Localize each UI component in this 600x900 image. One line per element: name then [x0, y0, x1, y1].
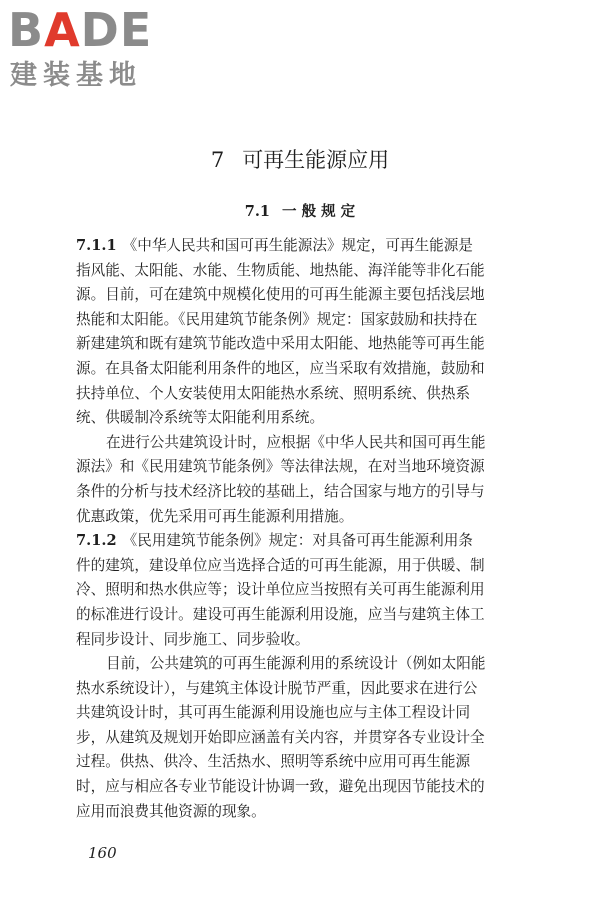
clause-heading-line — [76, 234, 531, 259]
section-title-text: 一 般 规 定 — [282, 203, 356, 220]
clause-number: 7.1.1 — [76, 237, 117, 254]
text-line: 目前，公共建筑的可再生能源利用的系统设计（例如太阳能 — [106, 655, 486, 673]
text-line: 应用而浪费其他资源的现象。 — [76, 802, 266, 820]
logo-wordmark — [8, 4, 152, 56]
chapter-title-text: 可再生能源应用 — [242, 148, 390, 172]
text-line: 的标准进行设计。建设可再生能源利用设施，应当与建筑主体工 — [76, 605, 485, 623]
chapter-title — [0, 146, 600, 174]
section-number: 7.1 — [244, 203, 271, 220]
text-line: 热能和太阳能。《民用建筑节能条例》规定：国家鼓励和扶持在 — [76, 310, 478, 328]
chapter-number: 7 — [210, 148, 225, 172]
body-text — [76, 234, 531, 824]
section-title — [0, 202, 600, 222]
logo-letter-d: D — [80, 3, 120, 57]
text-line: 程同步设计、同步施工、同步验收。 — [76, 630, 310, 648]
text-line: 件的建筑，建设单位应当选择合适的可再生能源，用于供暖、制 — [76, 556, 485, 574]
text-line: 步，从建筑及规划开始即应涵盖有关内容，并贯穿各专业设计全 — [76, 728, 485, 746]
text-line: 《中华人民共和国可再生能源法》规定，可再生能源是 — [122, 237, 473, 254]
text-line: 冷、照明和热水供应等；设计单位应当按照有关可再生能源利用 — [76, 581, 485, 599]
text-line: 优惠政策，优先采用可再生能源利用措施。 — [76, 507, 354, 525]
clause-number: 7.1.2 — [76, 532, 117, 550]
text-line: 新建建筑和既有建筑节能改造中采用太阳能、地热能等可再生能 — [76, 335, 485, 353]
text-line: 《民用建筑节能条例》规定：对具备可再生能源利用条 — [122, 532, 473, 550]
text-line: 指风能、太阳能、水能、生物质能、地热能、海洋能等非化石能 — [76, 261, 485, 279]
text-line: 源法》和《民用建筑节能条例》等法律法规，在对当地环境资源 — [76, 458, 485, 476]
logo — [8, 4, 178, 94]
text-line: 在进行公共建筑设计时，应根据《中华人民共和国可再生能 — [106, 433, 486, 451]
page-number: 160 — [88, 844, 117, 862]
logo-letter-e: E — [119, 3, 153, 57]
text-line: 源。目前，可在建筑中规模化使用的可再生能源主要包括浅层地 — [76, 286, 485, 304]
text-line: 源。在具备太阳能利用条件的地区，应当采取有效措施，鼓励和 — [76, 359, 485, 377]
text-line: 扶持单位、个人安装使用太阳能热水系统、照明系统、供热系 — [76, 384, 471, 402]
text-line: 条件的分析与技术经济比较的基础上，结合国家与地方的引导与 — [76, 482, 485, 500]
text-line: 时，应与相应各专业节能设计协调一致，避免出现因节能技术的 — [76, 778, 485, 796]
text-line: 热水系统设计），与建筑主体设计脱节严重，因此要求在进行公 — [76, 679, 478, 697]
logo-subtitle: 建装基地 — [10, 60, 142, 91]
text-line: 共建筑设计时，其可再生能源利用设施也应与主体工程设计同 — [76, 704, 471, 722]
text-line: 过程。供热、供冷、生活热水、照明等系统中应用可再生能源 — [76, 753, 471, 771]
text-line: 统、供暖制冷系统等太阳能利用系统。 — [76, 409, 325, 427]
logo-letter-a: A — [44, 3, 81, 57]
clause-heading-line — [76, 529, 531, 554]
logo-letter-b: B — [8, 3, 45, 57]
